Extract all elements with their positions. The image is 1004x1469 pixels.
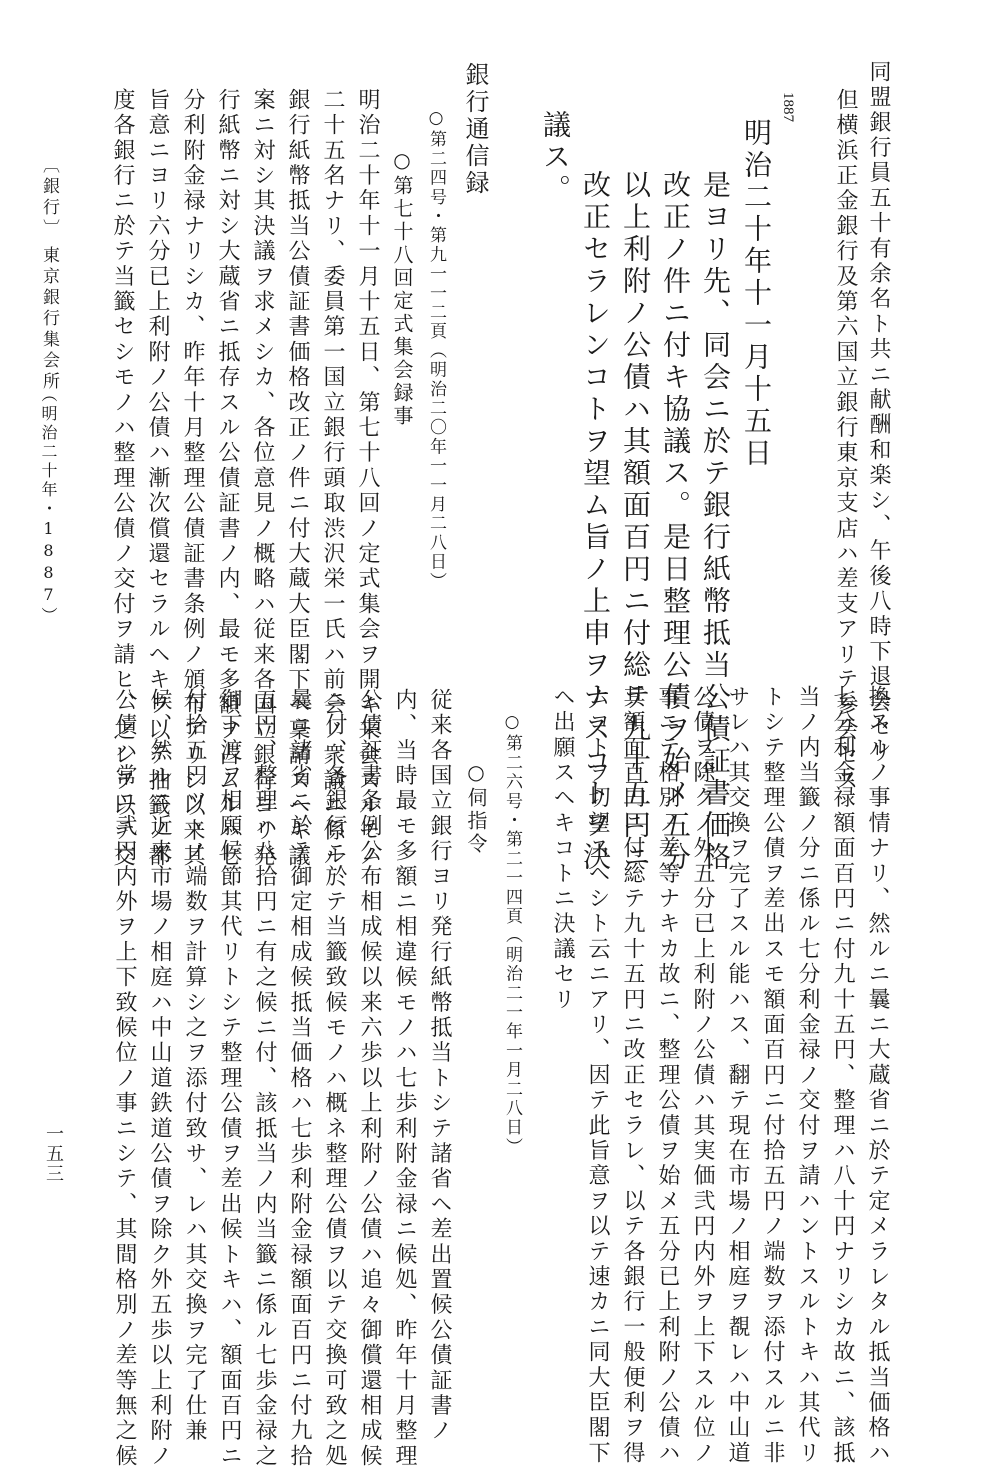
body2-line-10: 公債ハ常ニ弐円内外ヲ上下致候位ノ事ニシテ、其間格別ノ差等無之候 (112, 688, 137, 1469)
date-heading: 明治二十年十一月十五日 (740, 118, 773, 470)
lower-line-10: ヘ出願スヘキコトニ決議セリ (550, 685, 575, 1013)
body2-line-5: 曩ニ諸省ニ於テ御定相成候抵当価格ハ七歩利附金禄額面百円ニ付九拾 (287, 688, 312, 1469)
upper-line-1: 同盟銀行員五十有余名ト共ニ献酬和楽シ、午後八時下退会セリ (866, 60, 891, 766)
body2-line-8: 付拾五円ツヽノ端数ヲ計算シ之ヲ添付致サ、レハ其交換ヲ完了仕兼 (182, 688, 207, 1444)
lower-line-9: ムコトヲ切望スヘシト云ニアリ、因テ此旨意ヲ以テ速カニ同大臣閣下 (585, 685, 610, 1467)
subheading-1: ○第七十八回定式集会録事 (390, 148, 414, 428)
body2-line-6: 五円、整理ハ八拾円ニ有之候ニ付、該抵当ノ内当籤ニ係ル七歩金禄之 (252, 688, 277, 1469)
body1-line-6: 分利附金禄ナリシカ、昨年十月整理公債証書条例ノ頒布アリシ以来其 (180, 88, 205, 870)
body2-line-2: 内、当時最モ多額ニ相違候モノハ七歩利附金禄ニ候処、昨年十月整理 (392, 688, 417, 1469)
body2-line-4: ニ付、各銀行ニ於テ当籤致候モノハ概ネ整理公債ヲ以テ交換可致之処 (322, 688, 347, 1469)
body2-line-1: 従来各国立銀行ヨリ発行紙幣抵当トシテ諸省ヘ差出置候公債証書ノ (427, 688, 452, 1444)
main-line-1: 是ヨリ先、同会ニ於テ銀行紙幣抵当公債証書価格 (699, 170, 732, 874)
lower-line-5: サレハ其交換ヲ完了スル能ハス、翻テ現在市場ノ相庭ヲ覩レハ中山道 (725, 685, 750, 1467)
main-line-2: 改正ノ件ニ付キ協議ス。是日整理公債ヲ始メ五分 (659, 170, 692, 874)
body1-line-3: 銀行紙幣抵当公債証書価格改正ノ件ニ付大蔵大臣閣下ヘ稟請スヘキ議 (285, 88, 310, 870)
footer-date: （明治二十年・1887） (39, 386, 58, 626)
lower-line-8: 其額面百円ニ付総テ九十五円ニ改正セラレ、以テ各銀行一般便利ヲ得 (620, 685, 645, 1467)
body2-line-9: 候、然ルニ近来市場ノ相庭ハ中山道鉄道公債ヲ除ク外五歩以上利附ノ (147, 688, 172, 1469)
body1-line-5: 行紙幣ニ対シ大蔵省ニ抵存スル公債証書ノ内、最モ多額ヲ占ムルハ七 (215, 88, 240, 870)
lower-line-6: 公債ヲ除クノ外五分已上利附ノ公債ハ其実価弐円内外ヲ上下スル位ノ (690, 685, 715, 1467)
page-number: 一五三 (43, 1124, 64, 1184)
main-line-4: 改正セラレンコトヲ望ム旨ノ上申ヲナスコトヲ決 (579, 170, 612, 874)
reference-2: ○第二六号・第二一四頁（明治二一年一月二八日） (502, 712, 522, 1157)
main-line-3: 以上利附ノ公債ハ其額面百円ニ付総テ九十五円ニ (619, 170, 652, 874)
lower-line-1: 換スルノ事情ナリ、然ルニ曩ニ大蔵省ニ於テ定メラレタル抵当価格ハ (865, 685, 890, 1467)
lower-line-4: トシテ整理公債ヲ差出スモ額面百円ニ付拾五円ノ端数ヲ添付スルニ非 (760, 685, 785, 1467)
body1-line-8: 度各銀行ニ於テ当籤セシモノハ整理公債ノ交付ヲ請ヒ、之レヲ以テ交 (110, 88, 135, 870)
footer-bank: 〔銀行〕 (39, 156, 59, 240)
main-line-5: 議ス。 (539, 110, 572, 206)
year-note: 1887 (780, 92, 796, 122)
body1-line-4: 案ニ対シ其決議ヲ求メシカ、各位意見ノ概略ハ従来各国立銀行ヨリ発 (250, 88, 275, 870)
body2-line-7: 御下渡ヲ相願候節其代リトシテ整理公債ヲ差出候トキハ、額面百円ニ (217, 688, 242, 1469)
body1-line-7: 旨意ニヨリ六分已上利附ノ公債ハ漸次償還セラルヘキヲ以テ抽籤ノ都 (145, 88, 170, 870)
body1-line-1: 明治二十年十一月十五日、第七十八回ノ定式集会ヲ開キ来会スルモノ (355, 88, 380, 870)
lower-line-7: 事ニテ格別ノ差等ナキカ故ニ、整理公債ヲ始メ五分已上利附ノ公債ハ (655, 685, 680, 1467)
subheading-2: ○伺指令 (464, 760, 488, 856)
body2-line-3: 公債証書条例公布相成候以来六歩以上利附ノ公債ハ追々御償還相成候 (357, 688, 382, 1469)
section-title: 銀行通信録 (461, 62, 489, 197)
lower-line-3: 当ノ内当籤ノ分ニ係ル七分利金禄ノ交付ヲ請ハントスルトキハ其代リ (795, 685, 820, 1467)
upper-line-2: 但横浜正金銀行及第六国立銀行東京支店ハ差支アリテ参会セス (833, 88, 858, 794)
reference-1: ○第二四号・第九一一二頁（明治二〇年一一月二八日） (426, 108, 446, 591)
lower-line-2: 七分利金禄額面百円ニ付九十五円、整理ハ八十円ナリシカ故ニ、該抵 (830, 685, 855, 1467)
body1-line-2: 二十五名ナリ、委員第一国立銀行頭取渋沢栄一氏ハ前会ノ衆議ニ係ル (320, 88, 345, 870)
footer-source: 東京銀行集会所 (39, 246, 59, 393)
